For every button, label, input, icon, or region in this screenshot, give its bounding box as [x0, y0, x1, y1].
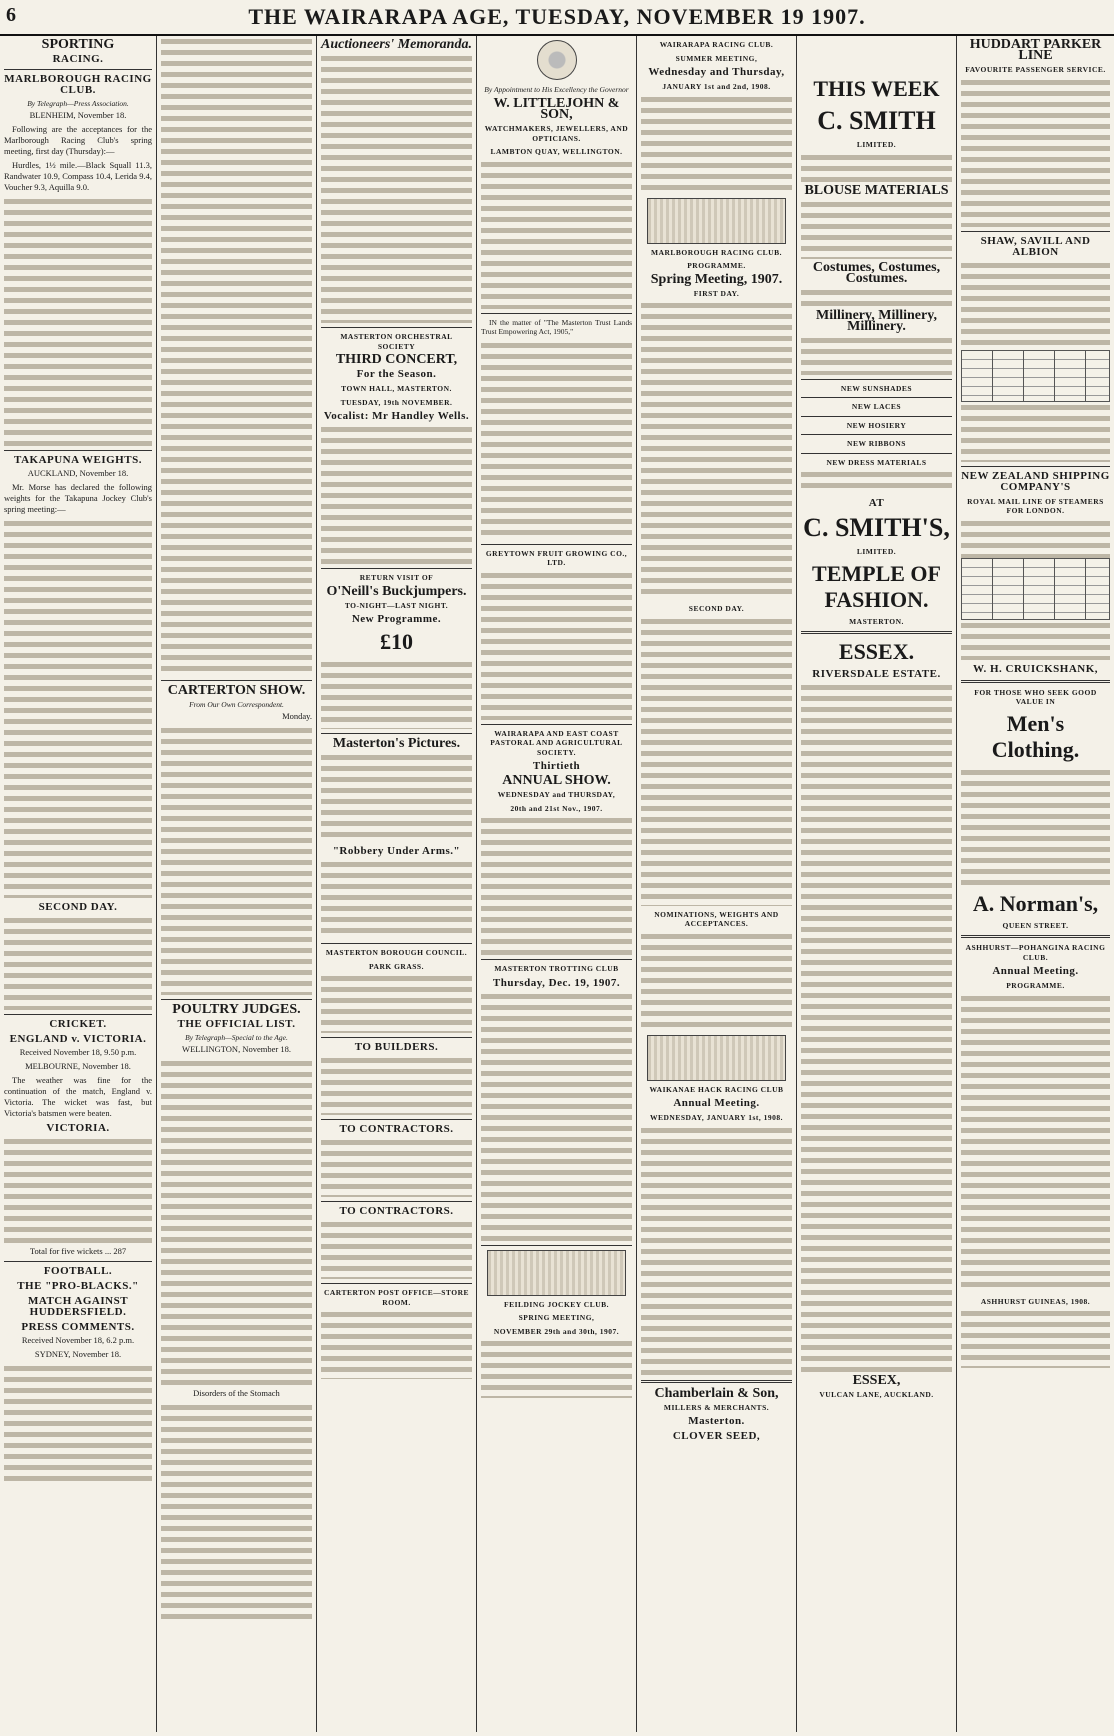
- heading-essex-footer: ESSEX,: [852, 1373, 901, 1388]
- trotting-date: Thursday, Dec. 19, 1907.: [492, 976, 621, 989]
- norman-address: QUEEN STREET.: [1002, 920, 1069, 930]
- heading-programme: PROGRAMME.: [687, 261, 746, 270]
- article-text-block: [4, 1363, 152, 1483]
- horse-racing-illustration: [647, 1035, 786, 1081]
- list-item: NEW SUNSHADES: [840, 383, 913, 393]
- heading-clover-seed: CLOVER SEED,: [672, 1430, 761, 1442]
- heading-borough-council: MASTERTON BOROUGH COUNCIL.: [325, 948, 468, 957]
- article-text-block: [321, 859, 472, 939]
- location: MASTERTON.: [849, 616, 904, 626]
- heading-post-office: CARTERTON POST OFFICE—STORE ROOM.: [323, 1288, 470, 1307]
- heading-orchestral-society: MASTERTON ORCHESTRAL SOCIETY: [340, 332, 453, 351]
- article-text-block: [4, 196, 152, 446]
- heading-buckjumpers: O'Neill's Buckjumpers.: [326, 583, 467, 599]
- appointment-note: By Appointment to His Excellency the Governor: [484, 85, 629, 94]
- heading-football: FOOTBALL.: [43, 1265, 113, 1277]
- heading-new-programme: New Programme.: [351, 613, 442, 625]
- article-text-block: [801, 287, 952, 307]
- heading-auctioneers: Auctioneers' Memoranda.: [321, 37, 472, 52]
- article-text-block: [321, 659, 472, 729]
- heading-marlborough-racing: MARLBOROUGH RACING CLUB.: [651, 247, 782, 257]
- article-text-block: [321, 1137, 472, 1197]
- article-text-block: [641, 94, 792, 194]
- heading-nominations: NOMINATIONS, WEIGHTS AND ACCEPTANCES.: [654, 909, 779, 928]
- column-advertisements: [477, 36, 636, 1732]
- heading-press-comments: PRESS COMMENTS.: [21, 1321, 135, 1333]
- heading-guineas: ASHHURST GUINEAS, 1908.: [980, 1296, 1091, 1306]
- event-date: TUESDAY, 19th NOVEMBER.: [340, 397, 453, 407]
- article-text-block: [801, 199, 952, 259]
- list-item: NEW RIBBONS: [847, 439, 906, 448]
- article-text-block: [4, 915, 152, 1010]
- article-text-block: [4, 518, 152, 898]
- dateline: SYDNEY, November 18.: [34, 1349, 122, 1359]
- heading-second-day: SECOND DAY.: [38, 901, 118, 913]
- heading-shaw-savill: SHAW, SAVILL AND ALBION: [980, 234, 1091, 258]
- masthead-title: THE WAIRARAPA AGE, TUESDAY, NOVEMBER 19 1907.: [248, 4, 866, 29]
- article-text-block: [321, 752, 472, 842]
- horse-racing-illustration: [487, 1250, 626, 1296]
- list-item: NEW HOSIERY: [846, 420, 907, 430]
- heading-racing: RACING.: [52, 53, 104, 65]
- essex-address: VULCAN LANE, AUCKLAND.: [819, 1390, 934, 1399]
- column-news: [157, 36, 316, 1732]
- score-total: Total for five wickets ... 287: [29, 1246, 127, 1256]
- heading-c-smith: C. SMITH: [817, 106, 936, 135]
- column-sporting: [0, 36, 156, 1732]
- heading-second-day: SECOND DAY.: [688, 604, 745, 613]
- heading-annual-show: ANNUAL SHOW.: [502, 773, 611, 788]
- annual-meeting-date: WEDNESDAY, JANUARY 1st, 1908.: [649, 1113, 783, 1122]
- heading-tonight: TO-NIGHT—LAST NIGHT.: [344, 600, 449, 610]
- programme-list: [321, 424, 472, 564]
- heading-littlejohn: W. LITTLEJOHN & SON,: [493, 96, 620, 122]
- heading-annual-meeting: Annual Meeting.: [992, 965, 1079, 977]
- article-text-block: [961, 620, 1110, 660]
- article-text-block: [961, 767, 1110, 887]
- heading-cricket: CRICKET.: [49, 1018, 107, 1030]
- heading-essex: ESSEX.: [838, 639, 915, 664]
- heading-this-week: THIS WEEK: [813, 76, 940, 101]
- article-text: Mr. Morse has declared the following weights for the Takapuna Jockey Club's spring meeting:—: [4, 482, 152, 514]
- heading-millinery: Millinery, Millinery, Millinery.: [816, 307, 937, 334]
- sailing-schedule: [961, 77, 1110, 227]
- heading-return-visit: RETURN VISIT OF: [359, 573, 434, 582]
- article-text-block: [641, 300, 792, 600]
- show-dates-2: 20th and 21st Nov., 1907.: [510, 803, 603, 813]
- heading-wairarapa-society: WAIRARAPA AND EAST COAST PASTORAL AND AGRICULTURAL SOCIETY.: [490, 728, 623, 757]
- heading-england-victoria: ENGLAND v. VICTORIA.: [9, 1033, 147, 1045]
- article-text-block: [961, 993, 1110, 1293]
- article-text-block: [961, 260, 1110, 350]
- heading-annual-meeting: Annual Meeting.: [673, 1097, 760, 1109]
- c-smiths-limited: LIMITED.: [856, 547, 897, 556]
- heading-chamberlain: Chamberlain & Son,: [654, 1385, 779, 1401]
- column-shipping: [957, 36, 1114, 1732]
- heading-wairarapa-racing: WAIRARAPA RACING CLUB.: [659, 40, 774, 49]
- list-item: NEW DRESS MATERIALS: [826, 457, 927, 467]
- article-text-block: [161, 1402, 312, 1622]
- vocalist: Vocalist: Mr Handley Wells.: [323, 410, 470, 422]
- article-text-block: [481, 1338, 632, 1398]
- heading-ashhurst: ASHHURST—POHANGINA RACING CLUB.: [965, 943, 1106, 962]
- chamberlain-trade: MILLERS & MERCHANTS.: [663, 1402, 770, 1412]
- heading-c-smiths: C. SMITH'S,: [803, 513, 950, 542]
- article-text-block: [641, 616, 792, 906]
- heading-nz-shipping: NEW ZEALAND SHIPPING COMPANY'S: [961, 469, 1110, 493]
- heading-greytown: GREYTOWN FRUIT GROWING CO., LTD.: [485, 548, 628, 567]
- article-text-block: [801, 469, 952, 494]
- article-text-block: [641, 1125, 792, 1375]
- heading-official-list: THE OFFICIAL LIST.: [177, 1018, 296, 1030]
- article-text-block: [161, 36, 312, 676]
- article-text-block: [481, 340, 632, 540]
- article-text-block: [801, 152, 952, 182]
- sailing-table: [961, 350, 1110, 402]
- venue: TOWN HALL, MASTERTON.: [341, 384, 452, 393]
- huddart-subtitle: FAVOURITE PASSENGER SERVICE.: [965, 65, 1106, 74]
- heading-pictures: Masterton's Pictures.: [332, 736, 461, 751]
- heading-trotting-club: MASTERTON TROTTING CLUB: [494, 964, 619, 973]
- heading-for-those: FOR THOSE WHO SEEK GOOD VALUE IN: [974, 687, 1097, 706]
- dateline: Received November 18, 6.2 p.m.: [21, 1335, 135, 1345]
- article-text: Following are the acceptances for the Marlborough Racing Club's spring meeting, first day (Thursday):—: [4, 124, 152, 156]
- horse-racing-illustration: [647, 198, 786, 244]
- article-text-block: [481, 815, 632, 955]
- littlejohn-address: LAMBTON QUAY, WELLINGTON.: [490, 147, 623, 156]
- heading-match: MATCH AGAINST HUDDERSFIELD.: [27, 1295, 129, 1318]
- heading-spring-meeting: SPRING MEETING,: [518, 1313, 595, 1322]
- article-text-block: [481, 570, 632, 720]
- article-text-block: [321, 973, 472, 1033]
- correspondent-note: From Our Own Correspondent.: [189, 700, 284, 709]
- list-item: NEW LACES: [851, 402, 902, 411]
- heading-temple-of-fashion: TEMPLE OF FASHION.: [812, 560, 941, 612]
- heading-carterton-show: CARTERTON SHOW.: [167, 683, 306, 698]
- dateline: WELLINGTON, November 18.: [182, 1044, 291, 1054]
- column-csmith: [797, 36, 956, 1732]
- prize-amount: £10: [380, 629, 413, 654]
- chamberlain-location: Masterton.: [688, 1415, 745, 1427]
- heading-marlborough: MARLBOROUGH RACING CLUB.: [4, 73, 152, 96]
- article-text-block: [481, 159, 632, 309]
- heading-royal-mail: ROYAL MAIL LINE OF STEAMERS FOR LONDON.: [967, 496, 1104, 515]
- heading-victoria: VICTORIA.: [46, 1122, 110, 1134]
- heading-programme: PROGRAMME.: [1006, 981, 1065, 990]
- agent-name: W. H. CRUICKSHANK,: [972, 662, 1099, 675]
- trust-lands-notice: IN the matter of "The Masterton Trust Lands Trust Empowering Act, 1905,": [481, 317, 632, 336]
- heading-summer-meeting: SUMMER MEETING,: [675, 53, 758, 63]
- heading-thirtieth: Thirtieth: [532, 760, 581, 772]
- littlejohn-trade: WATCHMAKERS, JEWELLERS, AND OPTICIANS.: [484, 124, 629, 143]
- heading-blouse-materials: BLOUSE MATERIALS: [804, 182, 949, 198]
- heading-feilding: FEILDING JOCKEY CLUB.: [503, 1299, 610, 1309]
- heading-contractors: TO CONTRACTORS.: [339, 1123, 454, 1135]
- heading-huddart-parker: HUDDART PARKER LINE: [969, 37, 1102, 63]
- heading-takapuna: TAKAPUNA WEIGHTS.: [14, 454, 142, 466]
- heading-riverside: RIVERSDALE ESTATE.: [812, 668, 941, 680]
- at-label: AT: [868, 497, 885, 509]
- column-notices: [317, 36, 476, 1732]
- article-text-block: [321, 1219, 472, 1279]
- article-text-block: [161, 725, 312, 995]
- subheading: Disorders of the Stomach: [193, 1388, 280, 1398]
- telegraph-note: By Telegraph—Press Association.: [27, 99, 129, 108]
- dateline: AUCKLAND, November 18.: [27, 468, 129, 478]
- heading-poultry-judges: POULTRY JUDGES.: [172, 1002, 301, 1017]
- article-text-block: [641, 931, 792, 1031]
- column-racing-ads: [637, 36, 796, 1732]
- article-text-block: [961, 1308, 1110, 1368]
- summer-meeting-days: Wednesday and Thursday,: [648, 66, 785, 78]
- heading-first-day: FIRST DAY.: [693, 288, 740, 298]
- article-text-block: [801, 335, 952, 375]
- article-text-block: [321, 1309, 472, 1379]
- dateline: BLENHEIM, November 18.: [29, 110, 127, 120]
- sailing-table: [961, 558, 1110, 620]
- heading-season: For the Season.: [356, 368, 437, 380]
- dateline: MELBOURNE, November 18.: [25, 1061, 131, 1071]
- heading-third-concert: THIRD CONCERT,: [335, 352, 458, 367]
- heading-a-norman: A. Norman's,: [972, 890, 1099, 916]
- telegraph-note: By Telegraph—Special to the Age.: [185, 1033, 288, 1042]
- dateline: Monday.: [282, 711, 312, 721]
- article-text-block: [961, 518, 1110, 558]
- article-text-block: [321, 1055, 472, 1115]
- article-text: Hurdles, 1½ mile.—Black Squall 11.3, Randwater 10.9, Compass 10.4, Lerida 9.4, Voucher 9.3, Aquilla 9.0.: [4, 160, 152, 192]
- heading-builders: TO BUILDERS.: [354, 1041, 439, 1053]
- article-text-block: [321, 53, 472, 323]
- show-dates: WEDNESDAY and THURSDAY,: [497, 790, 616, 799]
- royal-crest-icon: [537, 40, 577, 80]
- heading-contractors-2: TO CONTRACTORS.: [339, 1205, 454, 1217]
- heading-costumes: Costumes, Costumes, Costumes.: [812, 259, 941, 286]
- article-text-block: [961, 402, 1110, 462]
- article-text-block: [801, 682, 952, 1372]
- article-text-block: [161, 1058, 312, 1388]
- masthead: [0, 0, 1114, 36]
- heading-mens-clothing: Men's Clothing.: [991, 710, 1080, 762]
- heading-pro-blacks: THE "PRO-BLACKS.": [17, 1280, 139, 1292]
- heading-spring-meeting: Spring Meeting, 1907.: [650, 271, 783, 287]
- summer-meeting-date: JANUARY 1st and 2nd, 1908.: [662, 82, 771, 91]
- page-number: 6: [6, 4, 16, 26]
- article-text-block: [481, 991, 632, 1241]
- c-smith-limited: LIMITED.: [856, 140, 897, 149]
- dateline: Received November 18, 9.50 p.m.: [19, 1047, 137, 1057]
- heading-waikanae: WAIKANAE HACK RACING CLUB: [649, 1084, 784, 1094]
- article-text: The weather was fine for the continuation of the match, England v. Victoria. The wicket was fast, but Victoria's batsmen were beaten.: [4, 1075, 152, 1118]
- score-table: [4, 1136, 152, 1246]
- heading-park-grass: PARK GRASS.: [369, 961, 424, 971]
- heading-robbery: "Robbery Under Arms.": [332, 845, 461, 857]
- spring-meeting-date: NOVEMBER 29th and 30th, 1907.: [493, 1326, 620, 1336]
- heading-sporting: SPORTING: [41, 37, 115, 52]
